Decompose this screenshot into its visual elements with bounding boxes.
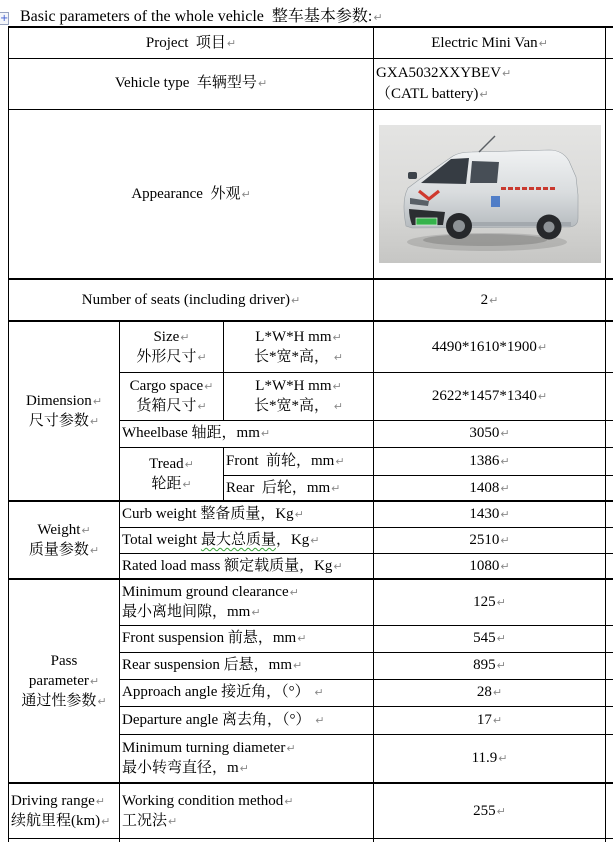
page-title-text: Basic parameters of the whole vehicle 整车基本参数: bbox=[20, 8, 373, 25]
cell-departure-angle-label: Departure angle 离去角，（°） ↵ bbox=[120, 706, 374, 734]
paragraph-mark: ↵ bbox=[500, 454, 510, 468]
vehicle-parameters-table bbox=[8, 26, 613, 842]
table-edge-cell bbox=[606, 527, 613, 553]
table-edge-cell bbox=[606, 372, 613, 420]
table-edge-cell bbox=[9, 838, 120, 842]
cell-working-condition-label: Working condition method↵ 工况法↵ bbox=[120, 783, 374, 838]
cell-front-tread-label: Front 前轮，mm↵ bbox=[224, 447, 374, 475]
paragraph-mark: ↵ bbox=[314, 686, 324, 700]
cell-seats-label: Number of seats (including driver)↵ bbox=[9, 279, 374, 321]
paragraph-mark: ↵ bbox=[496, 632, 506, 646]
paragraph-mark: ↵ bbox=[239, 762, 249, 776]
table-edge-cell bbox=[606, 321, 613, 372]
paragraph-mark: ↵ bbox=[500, 508, 510, 522]
cell-rear-tread-label: Rear 后轮，mm↵ bbox=[224, 475, 374, 501]
paragraph-mark: ↵ bbox=[180, 330, 190, 344]
table-edge-cell bbox=[606, 734, 613, 783]
table-edge-cell bbox=[606, 553, 613, 579]
table-edge-cell bbox=[606, 58, 613, 109]
paragraph-mark: ↵ bbox=[260, 427, 271, 441]
paragraph-mark: ↵ bbox=[89, 544, 100, 557]
paragraph-mark: ↵ bbox=[97, 695, 107, 709]
table-row bbox=[9, 321, 613, 372]
paragraph-mark: ↵ bbox=[226, 36, 237, 50]
paragraph-mark: ↵ bbox=[197, 400, 207, 413]
cell-departure-angle-value: 17↵ bbox=[374, 706, 606, 734]
paragraph-mark: ↵ bbox=[81, 523, 91, 537]
table-edge-cell bbox=[120, 838, 374, 842]
table-row bbox=[9, 109, 613, 279]
table-edge-cell bbox=[606, 652, 613, 679]
spellcheck-flagged-text: 最大总质量 bbox=[200, 531, 276, 548]
table-edge-cell bbox=[606, 783, 613, 838]
table-edge-cell bbox=[606, 706, 613, 734]
paragraph-mark: ↵ bbox=[95, 794, 105, 808]
cell-total-weight-label: Total weight 最大总质量，Kg↵ bbox=[120, 527, 374, 553]
paragraph-mark: ↵ bbox=[168, 814, 178, 828]
cell-appearance-image bbox=[374, 109, 606, 279]
cell-ground-clearance-label: Minimum ground clearance↵ 最小离地间隙，mm↵ bbox=[120, 579, 374, 625]
table-edge-cell bbox=[606, 109, 613, 279]
cell-curb-weight-value: 1430↵ bbox=[374, 501, 606, 527]
table-edge-cell bbox=[374, 838, 606, 842]
paragraph-mark: ↵ bbox=[89, 674, 100, 688]
cell-project-value: Electric Mini Van↵ bbox=[374, 27, 606, 58]
paragraph-mark: ↵ bbox=[496, 804, 506, 818]
paragraph-mark: ↵ bbox=[291, 293, 301, 307]
cell-wheelbase-label: Wheelbase 轴距，mm↵ bbox=[120, 420, 374, 447]
paragraph-mark: ↵ bbox=[502, 67, 512, 81]
paragraph-mark: ↵ bbox=[294, 508, 304, 522]
cell-front-suspension-label: Front suspension 前悬，mm↵ bbox=[120, 625, 374, 652]
cell-tread-group: Tread↵ 轮距↵ bbox=[120, 447, 224, 501]
cell-turning-diameter-value: 11.9↵ bbox=[374, 734, 606, 783]
cell-weight-group: Weight↵ 质量参数↵ bbox=[9, 501, 120, 579]
cell-working-condition-value: 255↵ bbox=[374, 783, 606, 838]
paragraph-mark: ↵ bbox=[496, 596, 506, 610]
paragraph-mark: ↵ bbox=[335, 454, 345, 468]
cell-front-suspension-value: 545↵ bbox=[374, 625, 606, 652]
paragraph-mark: ↵ bbox=[289, 586, 299, 600]
paragraph-mark: ↵ bbox=[241, 187, 251, 201]
van-photo bbox=[379, 125, 601, 263]
paragraph-mark: ↵ bbox=[89, 415, 100, 428]
cell-ground-clearance-value: 125↵ bbox=[374, 579, 606, 625]
move-cross-icon: + bbox=[0, 13, 9, 24]
paragraph-mark: ↵ bbox=[489, 293, 499, 307]
paragraph-mark: ↵ bbox=[92, 394, 103, 408]
paragraph-mark: ↵ bbox=[310, 533, 320, 547]
table-edge-cell bbox=[606, 447, 613, 475]
table-edge-cell bbox=[606, 420, 613, 447]
paragraph-mark: ↵ bbox=[498, 752, 508, 766]
cell-cargo-label: Cargo space↵ 货箱尺寸↵ bbox=[120, 372, 224, 420]
table-edge-cell bbox=[606, 679, 613, 706]
cell-front-tread-value: 1386↵ bbox=[374, 447, 606, 475]
paragraph-mark: ↵ bbox=[331, 481, 341, 495]
cell-rear-tread-value: 1408↵ bbox=[374, 475, 606, 501]
paragraph-mark: ↵ bbox=[492, 713, 503, 727]
table-edge-cell bbox=[606, 579, 613, 625]
table-row bbox=[9, 579, 613, 625]
cell-total-weight-value: 2510↵ bbox=[374, 527, 606, 553]
cell-rear-suspension-label: Rear suspension 后悬，mm↵ bbox=[120, 652, 374, 679]
cell-vehicle-type-value: GXA5032XXYBEV↵ （CATL battery)↵ bbox=[374, 58, 606, 109]
paragraph-mark: ↵ bbox=[479, 87, 489, 101]
paragraph-mark: ↵ bbox=[197, 350, 207, 364]
paragraph-mark: ↵ bbox=[182, 477, 192, 491]
paragraph-mark: ↵ bbox=[496, 659, 506, 673]
table-edge-cell bbox=[606, 838, 613, 842]
page-title bbox=[20, 3, 383, 26]
cell-approach-angle-label: Approach angle 接近角，（°） ↵ bbox=[120, 679, 374, 706]
table-edge-cell bbox=[606, 27, 613, 58]
paragraph-mark: ↵ bbox=[332, 330, 342, 344]
table-row-partial bbox=[9, 838, 613, 842]
cell-cargo-dims: L*W*H mm↵ 长*宽*高， ↵ bbox=[224, 372, 374, 420]
table-edge-cell bbox=[606, 501, 613, 527]
paragraph-mark: ↵ bbox=[333, 559, 343, 573]
table-edge-cell bbox=[606, 625, 613, 652]
cell-size-dims: L*W*H mm↵ 长*宽*高， ↵ bbox=[224, 321, 374, 372]
cell-rated-load-value: 1080↵ bbox=[374, 553, 606, 579]
cell-dimension-group: Dimension↵ 尺寸参数↵ bbox=[9, 321, 120, 501]
table-row bbox=[9, 783, 613, 838]
table-row bbox=[9, 58, 613, 109]
table-row bbox=[9, 501, 613, 527]
van-illustration bbox=[379, 125, 601, 263]
cell-cargo-value: 2622*1457*1340↵ bbox=[374, 372, 606, 420]
cell-pass-group: Pass parameter↵ 通过性参数↵ bbox=[9, 579, 120, 783]
paragraph-mark: ↵ bbox=[500, 427, 510, 441]
paragraph-mark: ↵ bbox=[500, 559, 510, 573]
paragraph-mark: ↵ bbox=[297, 632, 307, 646]
table-row bbox=[9, 27, 613, 58]
paragraph-mark: ↵ bbox=[332, 379, 342, 393]
paragraph-mark: ↵ bbox=[257, 77, 268, 91]
paragraph-mark: ↵ bbox=[315, 713, 325, 727]
paragraph-mark: ↵ bbox=[500, 481, 510, 495]
cell-seats-value: 2↵ bbox=[374, 279, 606, 321]
cell-size-label: Size↵ 外形尺寸↵ bbox=[120, 321, 224, 372]
paragraph-mark: ↵ bbox=[333, 400, 343, 413]
paragraph-mark: ↵ bbox=[538, 36, 548, 50]
paragraph-mark: ↵ bbox=[333, 350, 343, 364]
paragraph-mark: ↵ bbox=[284, 794, 294, 808]
cell-driving-range-group: Driving range↵ 续航里程(km)↵ bbox=[9, 783, 120, 838]
table-move-handle[interactable] bbox=[0, 12, 9, 25]
paragraph-mark: ↵ bbox=[251, 606, 261, 620]
cell-size-value: 4490*1610*1900↵ bbox=[374, 321, 606, 372]
table-row bbox=[9, 279, 613, 321]
paragraph-mark: ↵ bbox=[500, 533, 510, 547]
cell-rear-suspension-value: 895↵ bbox=[374, 652, 606, 679]
paragraph-mark: ↵ bbox=[537, 340, 548, 354]
table-edge-cell bbox=[606, 475, 613, 501]
paragraph-mark: ↵ bbox=[373, 11, 383, 24]
paragraph-mark: ↵ bbox=[293, 659, 303, 673]
paragraph-mark: ↵ bbox=[204, 379, 214, 393]
cell-appearance-label: Appearance 外观↵ bbox=[9, 109, 374, 279]
cell-wheelbase-value: 3050↵ bbox=[374, 420, 606, 447]
paragraph-mark: ↵ bbox=[537, 389, 548, 403]
paragraph-mark: ↵ bbox=[101, 814, 111, 828]
paragraph-mark: ↵ bbox=[492, 686, 503, 700]
cell-vehicle-type-label: Vehicle type 车辆型号↵ bbox=[9, 58, 374, 109]
table-edge-cell bbox=[606, 279, 613, 321]
cell-rated-load-label: Rated load mass 额定载质量，Kg↵ bbox=[120, 553, 374, 579]
paragraph-mark: ↵ bbox=[286, 742, 296, 756]
cell-curb-weight-label: Curb weight 整备质量，Kg↵ bbox=[120, 501, 374, 527]
cell-approach-angle-value: 28↵ bbox=[374, 679, 606, 706]
paragraph-mark: ↵ bbox=[184, 457, 194, 471]
cell-turning-diameter-label: Minimum turning diameter↵ 最小转弯直径，m↵ bbox=[120, 734, 374, 783]
cell-project-label: Project 项目↵ bbox=[9, 27, 374, 58]
